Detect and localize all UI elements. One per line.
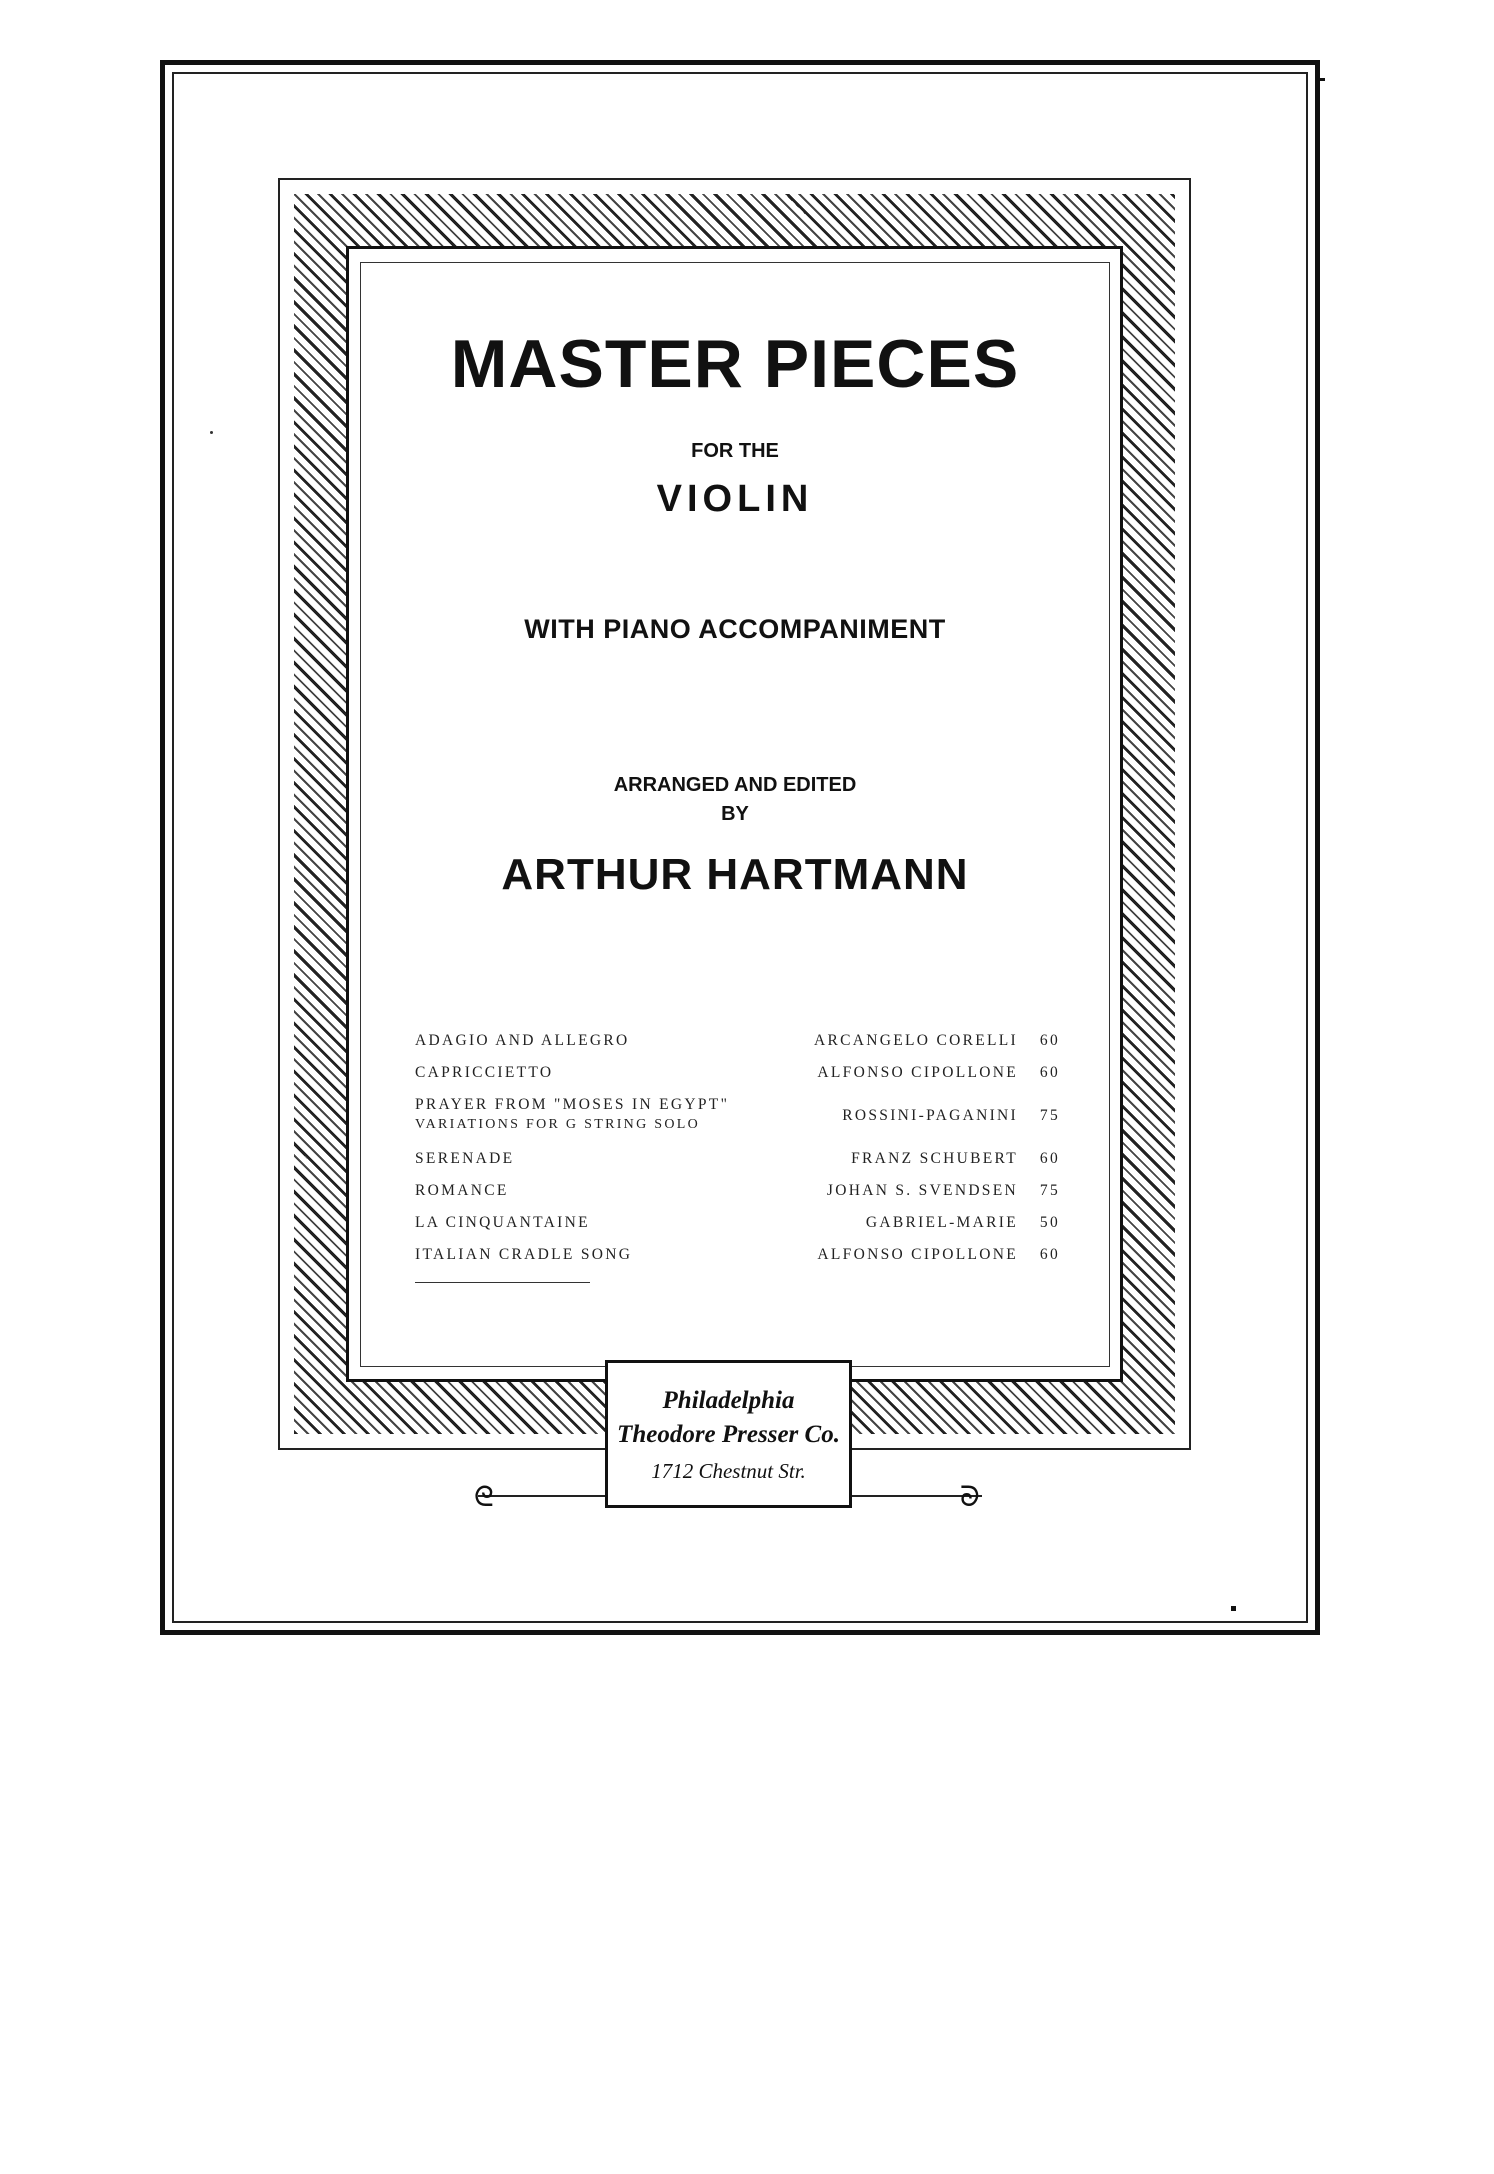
cover-arranged-line: ARRANGED AND EDITED — [613, 774, 857, 796]
price: 50 — [1039, 1214, 1060, 1231]
contents-list — [415, 1032, 1060, 1278]
piece-title: LA CINQUANTAINE — [415, 1214, 590, 1231]
publisher-city: Philadelphia — [662, 1387, 795, 1414]
scroll-flourish-right-icon: ᘐ — [960, 1482, 980, 1513]
contents-row — [415, 1246, 1060, 1278]
price: 75 — [1039, 1182, 1060, 1199]
cover-accompaniment: WITH PIANO ACCOMPANIMENT — [524, 614, 946, 644]
cover-arranger: ARTHUR HARTMANN — [501, 850, 969, 899]
cover-instrument: VIOLIN — [656, 478, 814, 520]
cover-by-line: BY — [721, 803, 749, 825]
print-speck — [1318, 78, 1325, 81]
handwritten-underline — [415, 1282, 590, 1283]
scroll-flourish-left-icon: ᘓ — [474, 1482, 494, 1513]
publisher-box — [605, 1360, 852, 1508]
contents-row — [415, 1096, 1060, 1150]
print-speck — [210, 431, 213, 434]
cover-title: MASTER PIECES — [450, 326, 1020, 402]
composer-name: ALFONSO CIPOLLONE — [817, 1064, 1018, 1081]
composer-name: JOHAN S. SVENDSEN — [826, 1182, 1018, 1199]
contents-row — [415, 1150, 1060, 1182]
composer-name: ROSSINI-PAGANINI — [842, 1107, 1018, 1124]
piece-title: CAPRICCIETTO — [415, 1064, 554, 1081]
print-speck — [1231, 1606, 1236, 1611]
bottom-rule-left — [478, 1495, 605, 1497]
piece-title: ROMANCE — [415, 1182, 509, 1199]
piece-title: SERENADE — [415, 1150, 515, 1167]
publisher-address: 1712 Chestnut Str. — [651, 1459, 806, 1483]
contents-row — [415, 1064, 1060, 1096]
contents-row — [415, 1214, 1060, 1246]
price: 60 — [1039, 1150, 1060, 1167]
composer-name: FRANZ SCHUBERT — [851, 1150, 1018, 1167]
piece-subtitle: VARIATIONS FOR G STRING SOLO — [415, 1117, 701, 1132]
publisher-name: Theodore Presser Co. — [617, 1421, 840, 1448]
composer-name: ALFONSO CIPOLLONE — [817, 1246, 1018, 1263]
composer-name: GABRIEL-MARIE — [865, 1214, 1018, 1231]
piece-title: PRAYER FROM "MOSES IN EGYPT" — [415, 1096, 730, 1113]
cover-for-the: FOR THE — [691, 440, 779, 462]
contents-row — [415, 1182, 1060, 1214]
contents-row — [415, 1032, 1060, 1064]
price: 60 — [1039, 1246, 1060, 1263]
price: 75 — [1039, 1107, 1060, 1124]
price: 60 — [1039, 1032, 1060, 1049]
price: 60 — [1039, 1064, 1060, 1081]
piece-title: ITALIAN CRADLE SONG — [415, 1246, 633, 1263]
piece-title: ADAGIO AND ALLEGRO — [415, 1032, 630, 1049]
composer-name: ARCANGELO CORELLI — [814, 1032, 1018, 1049]
